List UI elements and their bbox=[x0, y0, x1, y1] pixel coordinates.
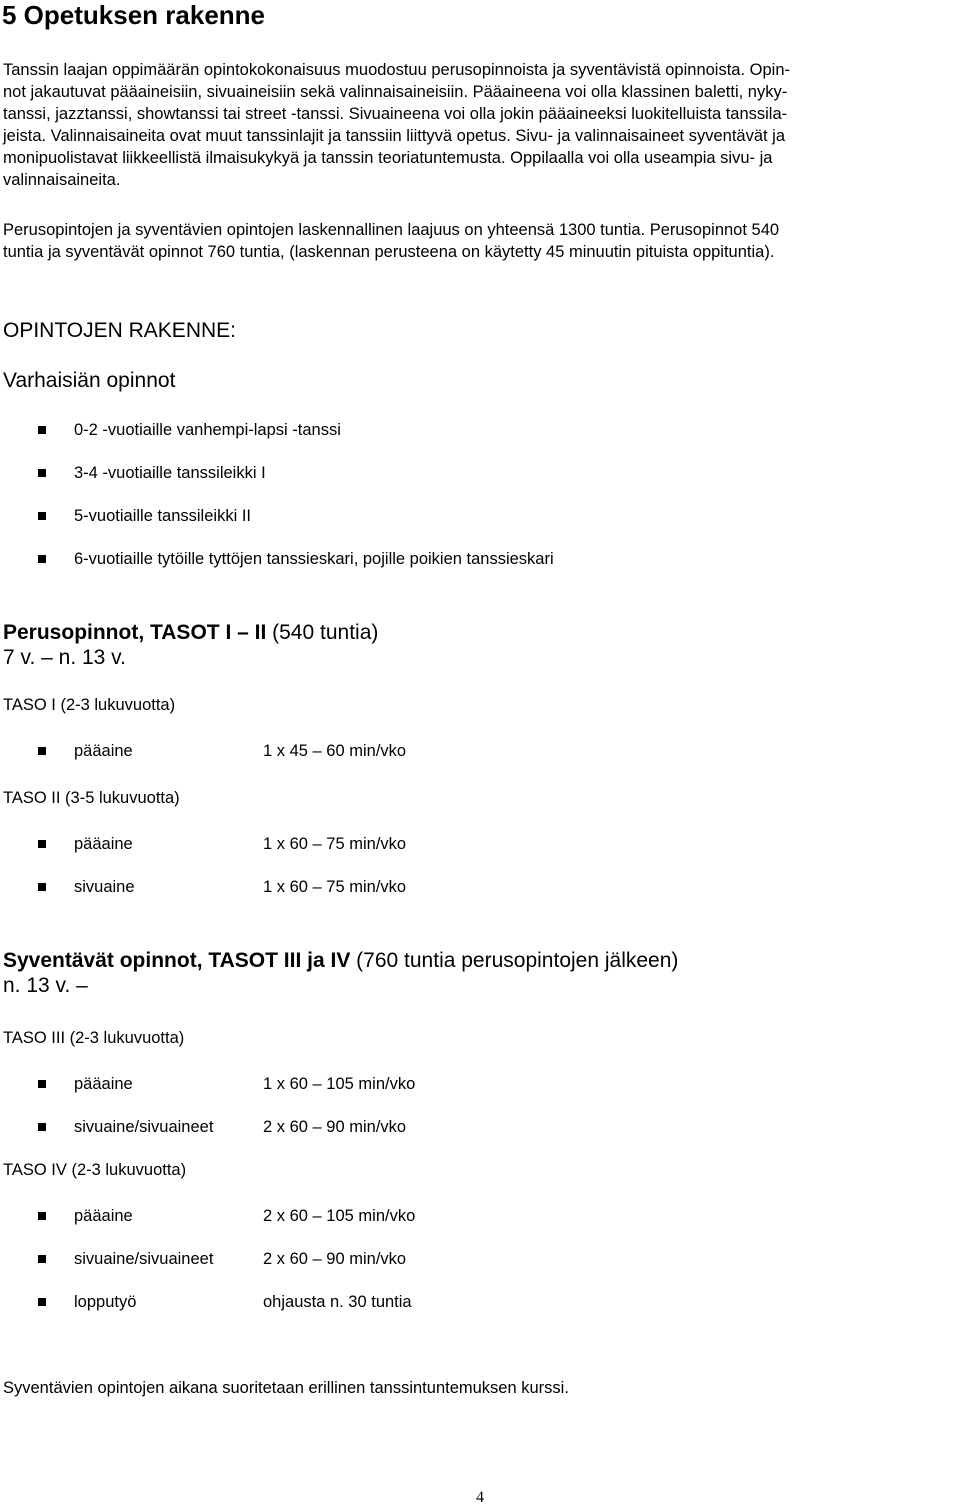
basic-age: 7 v. – n. 13 v. bbox=[3, 646, 126, 669]
level-label: TASO III (2-3 lukuvuotta) bbox=[3, 1029, 185, 1047]
early-item: 0-2 -vuotiaille vanhempi-lapsi -tanssi bbox=[74, 421, 341, 439]
level-subject: lopputyö bbox=[74, 1293, 137, 1311]
intro-paragraph bbox=[3, 59, 953, 191]
level-amount: 1 x 60 – 105 min/vko bbox=[263, 1075, 416, 1093]
intro-line: jeista. Valinnaisaineita ovat muut tanssinlajit ja tanssiin liittyvä opetus. Sivu- ja valinnaisaineet syventävät ja bbox=[3, 127, 786, 145]
bullet-icon bbox=[38, 426, 46, 434]
bullet-icon bbox=[38, 883, 46, 891]
level-subject: sivuaine bbox=[74, 878, 135, 896]
level-amount: ohjausta n. 30 tuntia bbox=[263, 1293, 412, 1311]
closing-sentence: Syventävien opintojen aikana suoritetaan erillinen tanssintuntemuksen kurssi. bbox=[3, 1379, 569, 1397]
bullet-icon bbox=[38, 1255, 46, 1263]
level-amount: 2 x 60 – 105 min/vko bbox=[263, 1207, 416, 1225]
early-item: 5-vuotiaille tanssileikki II bbox=[74, 507, 251, 525]
level-subject: sivuaine/sivuaineet bbox=[74, 1250, 214, 1268]
bullet-icon bbox=[38, 1080, 46, 1088]
level-amount: 1 x 60 – 75 min/vko bbox=[263, 878, 407, 896]
basic-studies-title bbox=[3, 620, 378, 646]
intro-line: valinnaisaineita. bbox=[3, 171, 121, 189]
level-subject: pääaine bbox=[74, 835, 133, 853]
basic-title-rest: (540 tuntia) bbox=[266, 621, 379, 644]
intro-line: monipuolistavat liikkeellistä ilmaisukykyä ja tanssin teoriatuntemusta. Oppilaalla voi olla useampia sivu- ja bbox=[3, 149, 773, 167]
level-label: TASO IV (2-3 lukuvuotta) bbox=[3, 1161, 187, 1179]
page-heading: 5 Opetuksen rakenne bbox=[2, 0, 265, 30]
hours-paragraph bbox=[3, 219, 953, 263]
level-subject: pääaine bbox=[74, 742, 133, 760]
level-label: TASO II (3-5 lukuvuotta) bbox=[3, 789, 180, 807]
page-number: 4 bbox=[476, 1489, 484, 1506]
advanced-title-rest: (760 tuntia perusopintojen jälkeen) bbox=[350, 949, 679, 972]
level-amount: 1 x 60 – 75 min/vko bbox=[263, 835, 407, 853]
level-subject: sivuaine/sivuaineet bbox=[74, 1118, 214, 1136]
bullet-icon bbox=[38, 840, 46, 848]
intro-line: not jakautuvat pääaineisiin, sivuaineisiin sekä valinnaisaineisiin. Pääaineena voi olla klassinen baletti, nyky- bbox=[3, 83, 788, 101]
bullet-icon bbox=[38, 512, 46, 520]
advanced-title-bold: Syventävät opinnot, TASOT III ja IV bbox=[3, 949, 351, 972]
intro-line: Tanssin laajan oppimäärän opintokokonaisuus muodostuu perusopinnoista ja syventävistä opinnoista. Opin- bbox=[3, 61, 790, 79]
level-amount: 1 x 45 – 60 min/vko bbox=[263, 742, 407, 760]
level-subject: pääaine bbox=[74, 1207, 133, 1225]
structure-title: OPINTOJEN RAKENNE: bbox=[3, 319, 236, 342]
early-studies-title: Varhaisiän opinnot bbox=[3, 369, 176, 392]
bullet-icon bbox=[38, 1212, 46, 1220]
early-item: 6-vuotiaille tytöille tyttöjen tanssieskari, pojille poikien tanssieskari bbox=[74, 550, 554, 568]
early-item: 3-4 -vuotiaille tanssileikki I bbox=[74, 464, 266, 482]
bullet-icon bbox=[38, 469, 46, 477]
basic-title-bold: Perusopinnot, TASOT I – II bbox=[3, 621, 267, 644]
bullet-icon bbox=[38, 1298, 46, 1306]
intro-line: tanssi, jazztanssi, showtanssi tai street -tanssi. Sivuaineena voi olla jokin pääaineeksi luokitelluista tanssila- bbox=[3, 105, 788, 123]
level-subject: pääaine bbox=[74, 1075, 133, 1093]
hours-line: tuntia ja syventävät opinnot 760 tuntia, (laskennan perusteena on käytetty 45 minuutin pituista oppituntia). bbox=[3, 243, 775, 261]
hours-line: Perusopintojen ja syventävien opintojen laskennallinen laajuus on yhteensä 1300 tuntia. Perusopinnot 540 bbox=[3, 221, 780, 239]
advanced-age: n. 13 v. – bbox=[3, 974, 88, 997]
level-amount: 2 x 60 – 90 min/vko bbox=[263, 1118, 407, 1136]
level-amount: 2 x 60 – 90 min/vko bbox=[263, 1250, 407, 1268]
advanced-studies-title bbox=[3, 948, 678, 974]
bullet-icon bbox=[38, 555, 46, 563]
bullet-icon bbox=[38, 747, 46, 755]
bullet-icon bbox=[38, 1123, 46, 1131]
level-label: TASO I (2-3 lukuvuotta) bbox=[3, 696, 176, 714]
